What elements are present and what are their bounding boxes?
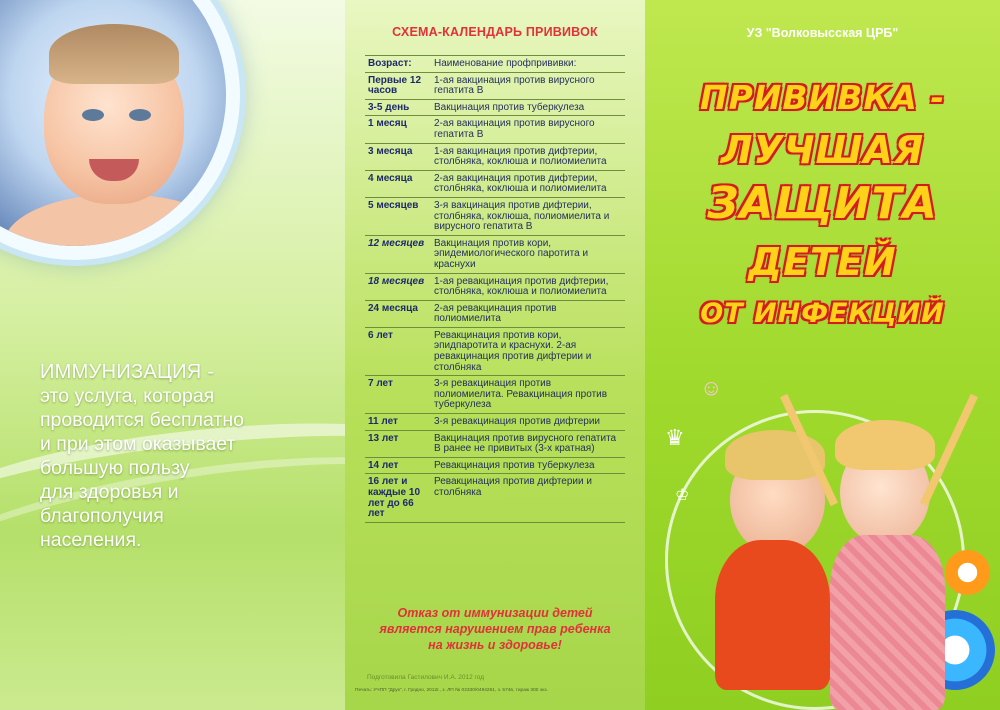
baby-eye	[129, 109, 151, 121]
immunization-line: населения.	[40, 529, 142, 551]
slogan-line: ЗАЩИТА	[707, 178, 938, 229]
table-row	[365, 376, 625, 414]
vaccination-cell: 2-ая ревакцинация против полиомиелита	[431, 300, 625, 327]
immunization-line: большую пользу	[40, 457, 190, 479]
left-panel	[0, 0, 345, 710]
immunization-line: и при этом оказывает	[40, 433, 236, 455]
ghost-doodle: ☺	[700, 375, 723, 400]
table-row	[365, 99, 625, 116]
center-panel	[345, 0, 645, 710]
vaccination-cell: 2-ая вакцинация против дифтерии, столбняка, коклюша и полиомиелита	[431, 170, 625, 197]
refusal-line: на жизнь и здоровье!	[428, 638, 562, 652]
age-cell: 7 лет	[365, 376, 431, 414]
table-row	[365, 474, 625, 522]
boy-shirt	[715, 540, 830, 690]
immunization-line: это услуга, которая	[40, 385, 215, 407]
table-row	[365, 457, 625, 474]
table-row	[365, 414, 625, 431]
vaccination-cell: Ревакцинация против дифтерии и столбняка	[431, 474, 625, 522]
children-illustration	[645, 370, 1000, 710]
immunization-heading: ИММУНИЗАЦИЯ -	[40, 361, 215, 383]
vaccination-cell: Вакцинация против туберкулеза	[431, 99, 625, 116]
age-cell: 18 месяцев	[365, 273, 431, 300]
vaccination-cell: 3-я вакцинация против дифтерии, столбняка, коклюша, полиомиелита и вирусного гепатита В	[431, 197, 625, 235]
schedule-title: СХЕМА-КАЛЕНДАРЬ ПРИВИВОК	[392, 25, 598, 39]
age-cell: Первые 12 часов	[365, 72, 431, 99]
print-info: Печать: УЧПП "Друк", г. Гродно, 2012г., з. ЛП № 02330/0494261, з. 574в, тираж 300 экз.	[355, 688, 548, 693]
flower-decoration	[945, 550, 990, 595]
table-row	[365, 327, 625, 375]
baby-eye	[82, 109, 104, 121]
vaccination-cell: Вакцинация против вирусного гепатита В ранее не привитых (3-х кратная)	[431, 430, 625, 457]
table-header-row	[365, 56, 625, 73]
vaccination-schedule-table	[365, 55, 625, 523]
right-panel	[645, 0, 1000, 710]
refusal-line: является нарушением прав ребенка	[379, 622, 611, 636]
age-cell: 24 месяца	[365, 300, 431, 327]
age-cell: 16 лет и каждые 10 лет до 66 лет	[365, 474, 431, 522]
immunization-statement	[40, 360, 310, 552]
header-age: Возраст:	[365, 56, 431, 73]
header-vaccination: Наименование профпрививки:	[431, 56, 625, 73]
vaccination-cell: Вакцинация против кори, эпидемиологического паротита и краснухи	[431, 235, 625, 273]
vaccination-cell: 3-я ревакцинация против дифтерии	[431, 414, 625, 431]
age-cell: 3-5 день	[365, 99, 431, 116]
slogan-line: ОТ ИНФЕКЦИЙ	[700, 298, 945, 329]
immunization-line: проводится бесплатно	[40, 409, 244, 431]
crown-doodle: ♔	[675, 487, 690, 504]
age-cell: 6 лет	[365, 327, 431, 375]
vaccination-cell: 1-ая ревакцинация против дифтерии, столбняка, коклюша и полиомиелита	[431, 273, 625, 300]
table-row	[365, 430, 625, 457]
author-credit: Подготовила Гастилович И.А. 2012 год	[367, 674, 485, 681]
age-cell: 14 лет	[365, 457, 431, 474]
table-row	[365, 170, 625, 197]
slogan-line: ЛУЧШАЯ	[720, 128, 925, 172]
age-cell: 13 лет	[365, 430, 431, 457]
vaccination-cell: Ревакцинация против кори, эпидпаротита и краснухи. 2-ая ревакцинация против дифтерии и столбняка	[431, 327, 625, 375]
immunization-line: благополучия	[40, 505, 164, 527]
refusal-warning	[345, 605, 645, 653]
slogan-line: ПРИВИВКА -	[699, 78, 946, 117]
age-cell: 1 месяц	[365, 116, 431, 143]
table-row	[365, 197, 625, 235]
age-cell: 3 месяца	[365, 143, 431, 170]
organization-name: УЗ "Волковысская ЦРБ"	[746, 26, 899, 40]
table-row	[365, 235, 625, 273]
table-row	[365, 300, 625, 327]
age-cell: 11 лет	[365, 414, 431, 431]
slogan-line: ДЕТЕЙ	[748, 240, 897, 284]
baby-hair	[49, 24, 179, 84]
table-row	[365, 273, 625, 300]
girl-dress	[830, 535, 945, 710]
vaccination-cell: 2-ая вакцинация против вирусного гепатита В	[431, 116, 625, 143]
table-row	[365, 143, 625, 170]
vaccination-cell: 3-я ревакцинация против полиомиелита. Ревакцинация против туберкулеза	[431, 376, 625, 414]
vaccination-cell: 1-ая вакцинация против вирусного гепатита В	[431, 72, 625, 99]
age-cell: 12 месяцев	[365, 235, 431, 273]
immunization-line: для здоровья и	[40, 481, 179, 503]
age-cell: 4 месяца	[365, 170, 431, 197]
vaccination-cell: 1-ая вакцинация против дифтерии, столбняка, коклюша и полиомиелита	[431, 143, 625, 170]
table-row	[365, 72, 625, 99]
immunization-body	[40, 384, 310, 552]
baby-photo	[0, 0, 240, 260]
age-cell: 5 месяцев	[365, 197, 431, 235]
table-row	[365, 116, 625, 143]
vaccination-cell: Ревакцинация против туберкулеза	[431, 457, 625, 474]
refusal-line: Отказ от иммунизации детей	[397, 606, 593, 620]
crown-doodle: ♛	[665, 425, 685, 450]
girl-hair	[835, 420, 935, 470]
